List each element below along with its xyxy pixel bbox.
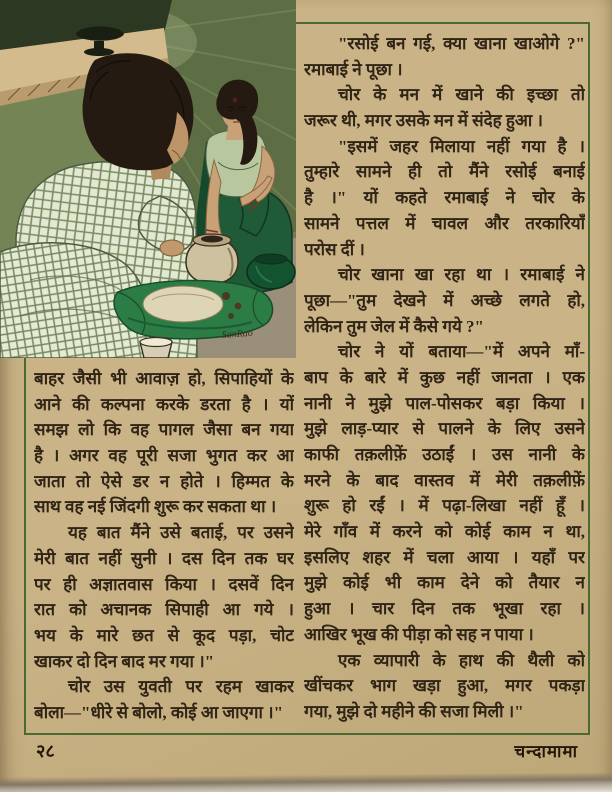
brass-pot [186, 234, 238, 284]
text-line: परोस दीं । [304, 239, 365, 259]
text-line: मेरी बात नहीं सुनी । दस दिन तक घर [34, 548, 294, 568]
right-text-column [304, 31, 585, 725]
text-line: पर ही अज्ञातवास किया । दसवें दिन [34, 574, 294, 594]
text-line: आने की कल्पना करके डरता है । यों [34, 394, 294, 414]
text-line: जाता तो ऐसे डर न होते । हिम्मत के [34, 471, 294, 491]
text-line: चोर खाना खा रहा था । रमाबाई ने [338, 265, 585, 285]
page-bottom-edge [0, 772, 612, 792]
text-line: खींचकर भाग खड़ा हुआ, मगर पकड़ा [304, 676, 585, 696]
text-line: मरने के बाद वास्तव में मेरी तक़लीफ़ें [304, 470, 585, 490]
artist-signature: SanRao [221, 327, 254, 341]
text-line: शुरू हो रईं । में पढ़ा-लिखा नहीं हूँ । [304, 496, 585, 516]
text-line: पूछा—"तुम देखने में अच्छे लगते हो, [304, 290, 585, 310]
text-line: साथ वह नई जिंदगी शुरू कर सकता था । [34, 497, 277, 517]
text-line: रमाबाई ने पूछा । [304, 59, 403, 79]
text-line: रात को अचानक सिपाही आ गये । [34, 600, 294, 620]
footer-page-number: २८ [36, 741, 55, 761]
illustration-canvas [0, 0, 296, 358]
text-line: नानी ने मुझे पाल-पोसकर बड़ा किया । [304, 393, 585, 413]
text-line: भय के मारे छत से कूद पड़ा, चोट [34, 625, 294, 645]
text-line: गया, मुझे दो महीने की सजा मिली ।" [304, 701, 524, 721]
text-line: जरूर थी, मगर उसके मन में संदेह हुआ । [304, 111, 544, 131]
text-line: है । अगर वह पूरी सजा भुगत कर आ [34, 446, 294, 466]
text-line: बाप के बारे में कुछ नहीं जानता । एक [304, 367, 585, 387]
story-illustration [0, 0, 296, 358]
text-line: लेकिन तुम जेल में कैसे गये ?" [304, 316, 484, 336]
text-line: काफी तक़लीफ़ें उठाईं । उस नानी के [304, 445, 585, 464]
text-line: खाकर दो दिन बाद मर गया ।" [34, 651, 215, 671]
text-line: समझ लो कि वह पागल जैसा बन गया [34, 420, 294, 440]
green-pot [247, 254, 295, 289]
text-line: आखिर भूख की पीड़ा को सह न पाया । [304, 624, 534, 644]
text-line: सामने पत्तल में चावल और तरकारियाँ [304, 213, 585, 233]
text-line: मेरे गाँव में करने को कोई काम न था, [304, 522, 585, 542]
footer-magazine-title: चन्दामामा [514, 742, 578, 761]
text-line: यह बात मैंने उसे बताई, पर उसने [68, 523, 294, 543]
tumbler [140, 338, 172, 359]
text-line: "इसमें जहर मिलाया नहीं गया है । [338, 136, 585, 156]
text-line: चोर उस युवती पर रहम खाकर [68, 677, 294, 697]
text-line: चोर के मन में खाने की इच्छा तो [338, 85, 585, 105]
text-line: बोला—"धीरे से बोलो, कोई आ जाएगा ।" [34, 702, 284, 722]
text-line: तुम्हारे सामने ही तो मैंने रसोई बनाई [304, 162, 585, 182]
text-line: है ।" यों कहते रमाबाई ने चोर के [304, 188, 585, 208]
text-line: "रसोई बन गई, क्या खाना खाओगे ?" [338, 34, 585, 53]
text-line: मुझे लाड़-प्यार से पालने के लिए उसने [304, 419, 585, 439]
text-line: मुझे कोई भी काम देने को तैयार न [304, 573, 585, 593]
text-line: इसलिए शहर में चला आया । यहाँ पर [304, 547, 585, 567]
text-line: हुआ । चार दिन तक भूखा रहा । [304, 599, 585, 619]
text-line: बाहर जैसी भी आवाज़ हो, सिपाहियों के [34, 369, 294, 388]
text-line: चोर ने यों बताया—"में अपने माँ- [338, 342, 585, 362]
left-text-column [34, 366, 294, 726]
text-line: एक व्यापारी के हाथ की थैली को [338, 650, 585, 670]
